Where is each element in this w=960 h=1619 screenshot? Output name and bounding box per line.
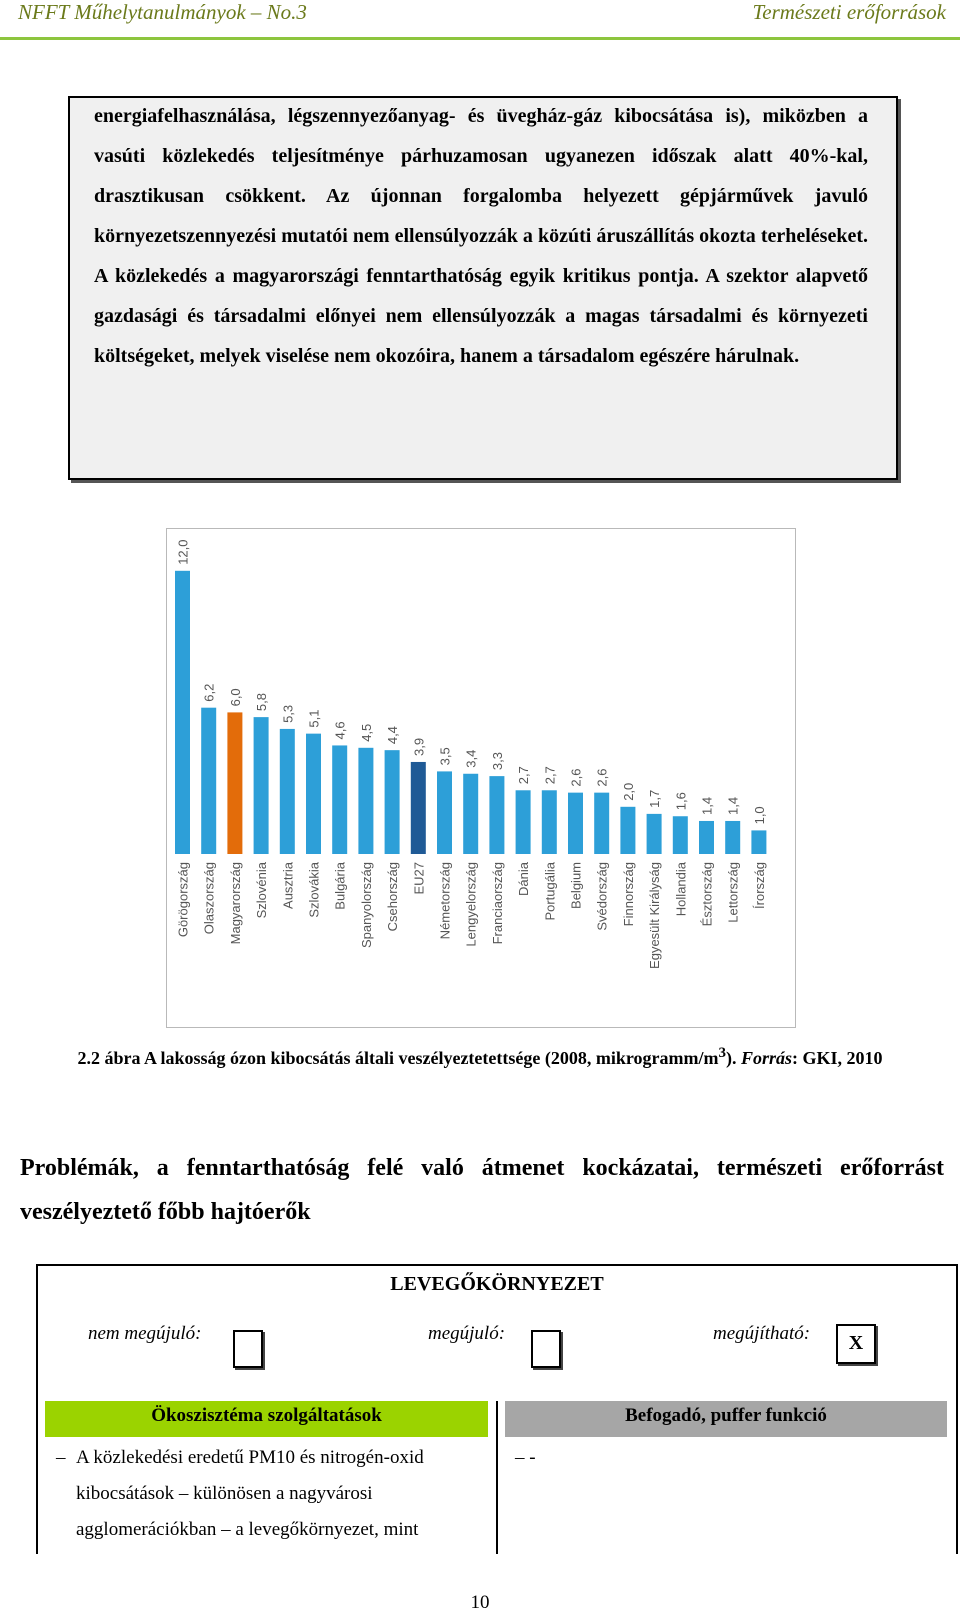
bar-21 xyxy=(725,821,740,854)
category-label-22: Írország xyxy=(751,862,767,909)
bar-18 xyxy=(647,814,662,854)
category-label-16: Svédország xyxy=(594,862,610,931)
value-label-21: 1,4 xyxy=(725,796,741,815)
value-label-6: 4,6 xyxy=(332,721,348,740)
category-label-5: Szlovákia xyxy=(306,862,322,918)
ecosystem-services-text: A közlekedési eredetű PM10 és nitrogén-oxid kibocsátások – különösen a nagyvárosi agglomerációkban – a levegőkörnyezet, mint xyxy=(76,1447,424,1540)
bar-7 xyxy=(358,748,373,854)
page-header xyxy=(0,0,960,40)
checkbox-restorable[interactable]: X xyxy=(836,1324,876,1364)
category-label-7: Spanyolország xyxy=(358,862,374,948)
value-label-17: 2,0 xyxy=(620,782,636,801)
category-label-1: Olaszország xyxy=(201,862,217,935)
category-label-11: Lengyelország xyxy=(463,862,479,947)
checkbox-renewable[interactable] xyxy=(531,1330,561,1368)
category-label-13: Dánia xyxy=(516,862,532,896)
bar-4 xyxy=(280,729,295,854)
option-label-nonrenewable: nem megújuló: xyxy=(88,1323,202,1344)
caption-source: : GKI, 2010 xyxy=(792,1048,883,1068)
category-label-0: Görögország xyxy=(175,862,191,938)
value-label-5: 5,1 xyxy=(306,709,322,728)
category-label-2: Magyarország xyxy=(227,862,243,945)
list-dash: – xyxy=(56,1447,66,1468)
bar-17 xyxy=(620,807,635,854)
ecosystem-services-header: Ökoszisztéma szolgáltatások xyxy=(45,1401,488,1437)
checkbox-nonrenewable[interactable] xyxy=(233,1330,263,1368)
value-label-13: 2,7 xyxy=(516,766,532,785)
caption-main: 2.2 ábra A lakosság ózon kibocsátás általi veszélyeztetettsége (2008, mikrogramm/m xyxy=(77,1048,719,1068)
value-label-3: 5,8 xyxy=(254,693,270,712)
value-label-12: 3,3 xyxy=(489,752,505,771)
ecosystem-services-cell xyxy=(56,1440,486,1548)
bar-chart-svg xyxy=(167,529,795,1027)
category-label-15: Belgium xyxy=(568,862,584,909)
bar-2 xyxy=(227,712,242,854)
category-label-6: Bulgária xyxy=(332,862,348,910)
value-label-16: 2,6 xyxy=(594,768,610,787)
bar-15 xyxy=(568,793,583,854)
ozone-exposure-chart xyxy=(166,528,796,1028)
category-label-3: Szlovénia xyxy=(254,862,270,919)
value-label-11: 3,4 xyxy=(463,749,479,768)
caption-superscript: 3 xyxy=(718,1045,727,1061)
category-label-9: EU27 xyxy=(411,862,427,895)
buffer-function-cell: – - xyxy=(515,1447,536,1468)
category-label-20: Észtország xyxy=(699,862,715,927)
bar-0 xyxy=(175,571,190,854)
bar-9 xyxy=(411,762,426,854)
bar-1 xyxy=(201,708,216,854)
page-number: 10 xyxy=(470,1592,490,1613)
header-chapter-title: Természeti erőforrások xyxy=(752,0,946,24)
bar-13 xyxy=(516,790,531,854)
value-label-1: 6,2 xyxy=(201,683,217,702)
value-label-2: 6,0 xyxy=(227,688,243,707)
bar-22 xyxy=(751,830,766,854)
value-label-15: 2,6 xyxy=(568,768,584,787)
bar-6 xyxy=(332,745,347,854)
bar-5 xyxy=(306,734,321,854)
bar-20 xyxy=(699,821,714,854)
value-label-18: 1,7 xyxy=(647,789,663,808)
header-series-title: NFFT Műhelytanulmányok – No.3 xyxy=(18,0,307,24)
column-divider xyxy=(496,1401,498,1554)
value-label-19: 1,6 xyxy=(673,792,689,811)
buffer-function-header: Befogadó, puffer funkció xyxy=(505,1401,947,1437)
caption-source-label: Forrás xyxy=(741,1048,793,1068)
value-label-9: 3,9 xyxy=(411,737,427,756)
category-label-4: Ausztria xyxy=(280,862,296,909)
category-label-19: Hollandia xyxy=(673,862,689,917)
value-label-10: 3,5 xyxy=(437,747,453,766)
value-label-7: 4,5 xyxy=(358,723,374,742)
option-label-restorable: megújítható: xyxy=(713,1323,811,1344)
value-label-22: 1,0 xyxy=(751,806,767,825)
value-label-4: 5,3 xyxy=(280,704,296,723)
option-label-renewable: megújuló: xyxy=(428,1323,506,1344)
section-heading: Problémák, a fenntarthatóság felé való átmenet kockázatai, természeti erőforrást veszélyeztető főbb hajtóerők xyxy=(20,1155,944,1225)
category-label-21: Lettország xyxy=(725,862,741,923)
bar-10 xyxy=(437,771,452,854)
bar-14 xyxy=(542,790,557,854)
category-label-17: Finnország xyxy=(620,862,636,927)
value-label-0: 12,0 xyxy=(175,539,191,565)
category-label-10: Németország xyxy=(437,862,453,940)
bar-11 xyxy=(463,774,478,854)
value-label-8: 4,4 xyxy=(385,726,401,745)
bar-8 xyxy=(385,750,400,854)
value-label-14: 2,7 xyxy=(542,766,558,785)
value-label-20: 1,4 xyxy=(699,796,715,815)
table-title: LEVEGŐKÖRNYEZET xyxy=(390,1273,604,1295)
bar-16 xyxy=(594,793,609,854)
bar-12 xyxy=(489,776,504,854)
figure-caption xyxy=(20,1040,940,1071)
category-label-12: Franciaország xyxy=(489,862,505,945)
bar-19 xyxy=(673,816,688,854)
caption-after: ). xyxy=(726,1048,742,1068)
bar-3 xyxy=(254,717,269,854)
category-label-18: Egyesült Királyság xyxy=(647,862,663,969)
category-label-14: Portugália xyxy=(542,862,558,921)
category-label-8: Csehország xyxy=(385,862,401,932)
highlight-box-text: energiafelhasználása, légszennyezőanyag- és üvegház-gáz kibocsátása is), miközben a vasúti közlekedés teljesítménye párhuzamosan ugyanezen időszak alatt 40%-kal, drasztikusan csökkent. Az újonnan forgalomba helyezett gépjárművek javuló környezetszennyezési mutatói nem ellensúlyozzák a közúti áruszállítás okozta terheléseket. A közlekedés a magyarországi fenntarthatóság egyik kritikus pontja. A szektor alapvető gazdasági és társadalmi előnyei nem ellensúlyozzák a magas társadalmi és környezeti költségeket, melyek viselése nem okozóira, hanem a társadalom egészére hárulnak. xyxy=(94,105,868,367)
